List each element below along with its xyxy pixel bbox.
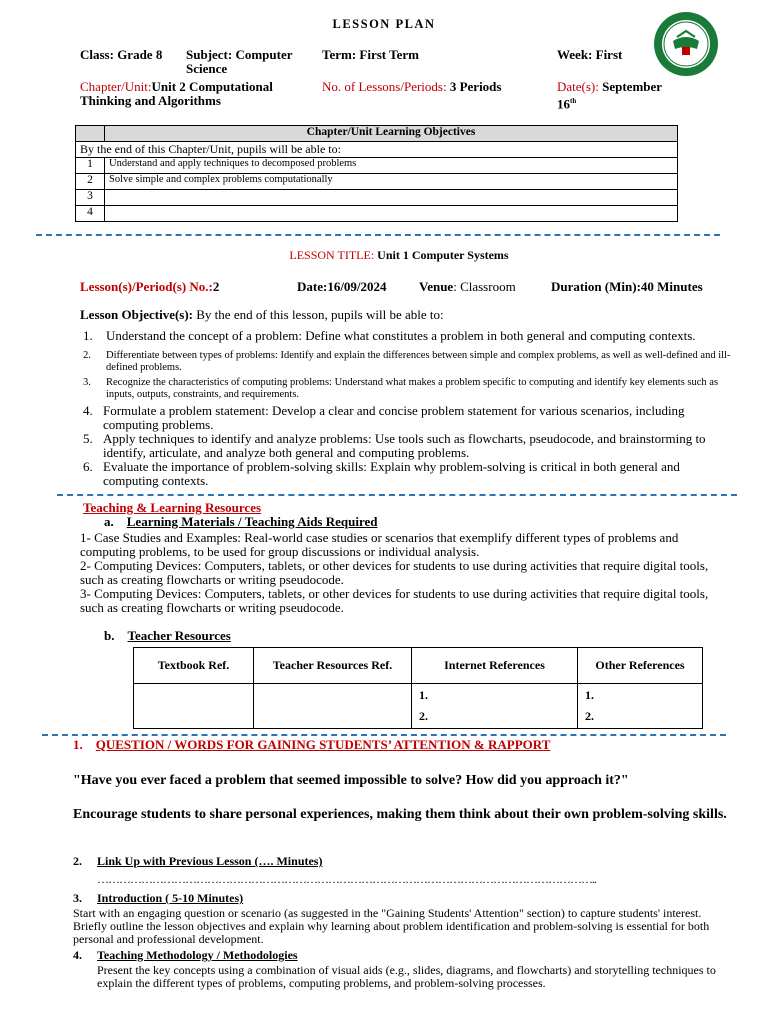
date-value: September 16 — [557, 79, 662, 112]
term-label: Term: First Term — [322, 47, 419, 62]
list-item: 2- Computing Devices: Computers, tablets, or other devices for students to use during activities that require digital tools, such as creating flowcharts or writing pseudocode. — [80, 558, 709, 587]
lessons-value: 3 Periods — [449, 79, 502, 94]
section-2-title: Link Up with Previous Lesson (…. Minutes) — [97, 854, 323, 868]
a-label: a. — [104, 514, 114, 529]
table-header: Internet References — [412, 648, 578, 684]
subject-label: Subject: Computer Science — [186, 47, 293, 76]
venue — [419, 280, 516, 294]
page-title: LESSON PLAN — [332, 17, 436, 31]
list-item: 5. Apply techniques to identify and analyze problems: Use tools such as flowcharts, pseudocode, and brainstorming to identify, articulate, and analyze both general and computing problems. — [83, 431, 706, 460]
table-header: Teacher Resources Ref. — [254, 648, 412, 684]
section-3-heading — [73, 892, 243, 905]
table-cell — [254, 684, 412, 729]
venue-label: Venue — [419, 279, 454, 294]
objective-text: Understand and apply techniques to decomposed problems — [105, 158, 678, 174]
list-item: 3- Computing Devices: Computers, tablets, or other devices for students to use during activities that require digital tools, such as creating flowcharts or writing pseudocode. — [80, 586, 709, 615]
teacher-resources-heading — [104, 629, 231, 643]
objective-num: 4 — [76, 206, 105, 222]
section-2-dots: ……………………………………………………………………………………………………………………….. — [97, 873, 596, 886]
objective-text: Solve simple and complex problems computationally — [105, 174, 678, 190]
section-4-num: 4. — [73, 948, 82, 962]
table-header: Other References — [578, 648, 703, 684]
objectives-table-header: Chapter/Unit Learning Objectives — [105, 126, 678, 142]
objective-label: Lesson Objective(s): — [80, 307, 194, 322]
objective-text — [105, 206, 678, 222]
lesson-title — [0, 249, 768, 262]
duration: Duration (Min):40 Minutes — [551, 279, 703, 294]
objective-text — [105, 190, 678, 206]
resources-heading: Teaching & Learning Resources — [83, 500, 262, 515]
unit-objectives-table — [75, 125, 678, 222]
lesson-objectives-list — [83, 329, 733, 488]
teacher-resources-table — [133, 647, 703, 729]
chapter-value: Unit 2 Computational Thinking and Algorithms — [80, 79, 273, 108]
section-4-title: Teaching Methodology / Methodologies — [97, 948, 298, 962]
divider — [57, 494, 737, 496]
section-3-num: 3. — [73, 891, 82, 905]
objective-num: 3 — [76, 190, 105, 206]
section-3-text: Start with an engaging question or scenario (as suggested in the "Gaining Students' Attention" section) to capture students' interest. Briefly outline the lesson objectives and explain why learning about problem identification and problem-solving is essential for both personal and professional development. — [73, 906, 710, 946]
lesson-title-label: LESSON TITLE: — [289, 248, 375, 262]
school-seal-logo — [653, 11, 719, 77]
dates — [557, 80, 677, 111]
section-1-num: 1. — [73, 737, 83, 752]
chapter-label: Chapter/Unit: — [80, 79, 152, 94]
learning-materials-list — [80, 531, 735, 615]
list-item: 1- Case Studies and Examples: Real-world case studies or scenarios that exemplify different types of problems and computing problems, to be used for group discussions or individual analysis. — [80, 530, 679, 559]
section-4-text: Present the key concepts using a combination of visual aids (e.g., slides, diagrams, and flowcharts) and storytelling techniques to explain the different types of problems, computing problems, and problem-solving processes. — [97, 963, 716, 990]
section-1-title: QUESTION / WORDS FOR GAINING STUDENTS’ ATTENTION & RAPPORT — [95, 737, 551, 752]
lesson-period — [80, 280, 219, 294]
list-item: 6. Evaluate the importance of problem-solving skills: Explain why problem-solving is critical in both general and computing contexts. — [83, 459, 680, 488]
lesson-objective-intro — [80, 308, 444, 322]
other-refs-cell: 1. 2. — [578, 684, 703, 729]
attention-question: "Have you ever faced a problem that seemed impossible to solve? How did you approach it?" — [73, 773, 629, 788]
divider — [36, 234, 720, 236]
objectives-table-intro: By the end of this Chapter/Unit, pupils will be able to: — [76, 142, 678, 158]
objective-num: 1 — [76, 158, 105, 174]
list-item: 2. Differentiate between types of problems: Identify and explain the differences between simple and complex problems, as well as well-defined and ill-defined problems. — [83, 350, 731, 373]
learning-materials-heading — [104, 515, 378, 529]
b-title: Teacher Resources — [127, 628, 231, 643]
list-item: 1. Understand the concept of a problem: Define what constitutes a problem in both general and computing contexts. — [83, 328, 696, 343]
chapter-unit — [80, 80, 300, 108]
section-2-num: 2. — [73, 854, 82, 868]
class-label: Class: Grade 8 — [80, 47, 163, 62]
week-label: Week: First — [557, 47, 623, 62]
period-label: Lesson(s)/Period(s) No.: — [80, 279, 213, 294]
b-label: b. — [104, 628, 115, 643]
section-4-heading — [73, 949, 298, 962]
internet-refs-cell: 1. 2. — [412, 684, 578, 729]
encourage-text: Encourage students to share personal experiences, making them think about their own problem-solving skills. — [73, 807, 727, 822]
section-2-heading — [73, 855, 322, 868]
section-3-title: Introduction ( 5-10 Minutes) — [97, 891, 244, 905]
section-1-heading — [73, 738, 550, 752]
objective-num: 2 — [76, 174, 105, 190]
venue-value: : Classroom — [453, 279, 516, 294]
lesson-date: Date:16/09/2024 — [297, 279, 387, 294]
a-title: Learning Materials / Teaching Aids Required — [126, 514, 378, 529]
table-header: Textbook Ref. — [134, 648, 254, 684]
lesson-title-value: Unit 1 Computer Systems — [377, 248, 509, 262]
table-cell — [134, 684, 254, 729]
period-value: 2 — [212, 279, 220, 294]
list-item: 3. Recognize the characteristics of computing problems: Understand what makes a problem specific to computing and identify key elements such as inputs, outputs, constraints, and requirements. — [83, 377, 719, 400]
objective-intro: By the end of this lesson, pupils will be able to: — [193, 307, 444, 322]
divider — [42, 734, 726, 736]
date-label: Date(s): — [557, 79, 599, 94]
lessons-periods — [322, 80, 501, 94]
lessons-label: No. of Lessons/Periods: — [322, 79, 447, 94]
list-item: 4. Formulate a problem statement: Develop a clear and concise problem statement for various scenarios, including computing problems. — [83, 403, 685, 432]
date-sup: th — [570, 97, 577, 105]
